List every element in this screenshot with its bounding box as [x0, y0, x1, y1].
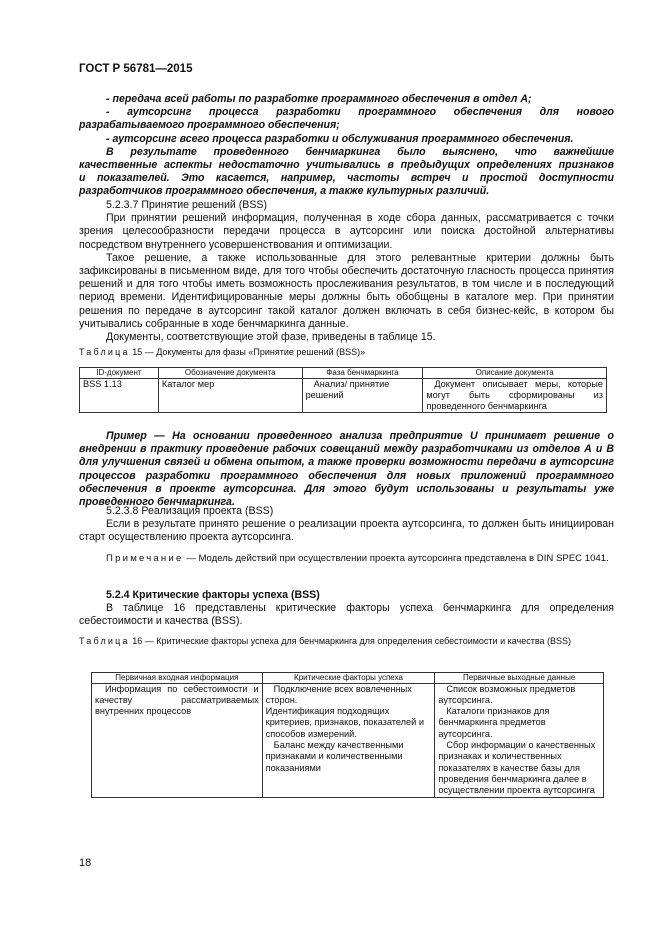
paragraph: При принятии решений информация, полученная в ходе сбора данных, рассматривается с точки зрения целесообразности передачи процесса в аутсорсинг или поиска достойной альтернативы посредством внутреннего усовершенствования и оптимизации. — [79, 212, 614, 251]
section-5238 — [79, 505, 614, 545]
output-item: Список возможных предметов аутсорсинга. — [438, 683, 576, 705]
result-line-d: разработчиков программного обеспечения, а также культурных различий. — [79, 185, 490, 198]
caption-word: Таблица — [79, 347, 130, 357]
caption-text: 16 — Критические факторы успеха для бенчмаркинга для определения себестоимости и качества (BSS) — [129, 636, 572, 646]
option-line-2b: разрабатываемого программного обеспечения; — [79, 119, 340, 132]
cell-name: Каталог мер — [158, 378, 302, 413]
section-heading: 5.2.3.7 Принятие решений (BSS) — [106, 199, 268, 211]
table-row — [92, 683, 604, 797]
cell-outputs — [435, 683, 604, 797]
factor-item: Идентификация подходящих критериев, признаков, показателей и способов измерений. — [265, 706, 424, 739]
note-text — [79, 553, 614, 565]
example-block — [79, 430, 614, 509]
caption-text: 15 — Документы для фазы «Принятие решений (BSS)» — [129, 347, 366, 357]
option-line-1: - передача всей работы по разработке программного обеспечения в отдел А; — [106, 93, 532, 105]
note-word: Примечание — [106, 553, 184, 564]
cell-factors — [262, 683, 435, 797]
paragraph: В таблице 16 представлены критические факторы успеха бенчмаркинга для определения себестоимости и качества (BSS). — [79, 602, 614, 628]
output-item: Каталоги признаков для бенчмаркинга предметов аутсорсинга. — [438, 706, 550, 739]
caption-word: Таблица — [79, 636, 130, 646]
header-cell: Фаза бенчмаркинга — [302, 368, 423, 379]
section-heading: 5.2.4 Критические факторы успеха (BSS) — [106, 589, 320, 601]
section-5237 — [79, 199, 614, 344]
header-cell: Первичная входная информация — [92, 673, 263, 684]
header-cell: Первичные выходные данные — [435, 673, 604, 684]
page-number: 18 — [79, 857, 92, 869]
result-line-a: В результате проведенного бенчмаркинга было выяснено, что важнейшие — [106, 145, 614, 158]
factor-item: Баланс между качественными признаками и количественными показаниями — [265, 740, 404, 773]
header-cell: Критические факторы успеха — [262, 673, 435, 684]
paragraph: Если в результате принято решение о реализации проекта аутсорсинга, то должен быть инициирован старт осуществлению проекта аутсорсинга. — [79, 518, 614, 544]
cell-id: BSS 1.13 — [80, 378, 159, 413]
cell-input: Информация по себестоимости и качеству рассматриваемых внутренних процессов — [92, 683, 263, 797]
option-line-2a: - аутсорсинг процесса разработки программного обеспечения для нового — [106, 106, 614, 119]
option-line-3: - аутсорсинг всего процесса разработки и обслуживания программного обеспечения. — [106, 132, 574, 145]
output-item: Сбор информации о качественных признаках и количественных показателях в качестве базы для проведения бенчмаркинга далее в осуществлении проекта аутсорсинга — [438, 740, 596, 796]
header-cell: ID-документ — [80, 368, 159, 379]
section-524 — [79, 589, 614, 629]
table-row — [80, 378, 607, 413]
note-block — [79, 553, 614, 565]
result-line-c: и показателей. Это касается, например, частоты встреч и простой доступности — [79, 172, 614, 185]
table-header-row — [92, 673, 604, 684]
note-rest: — Модель действий при осуществлении проекта аутсорсинга представлена в DIN SPEC 1041. — [183, 553, 609, 564]
table-16 — [91, 672, 604, 798]
paragraph: Такое решение, а также использованные для этого релевантные критерии должны быть зафиксированы в письменном виде, для того чтобы обеспечить достаточную гласность процесса принятия решений и для того чтобы иметь возможность прослеживания результатов, в том числе и в последующий период времени. Идентифицированные меры должны быть обобщены в каталоге мер. При принятии решения по передаче в аутсорсинг такой каталог должен включать в себя бизнес-кейс, в котором бы учитывались собранные в ходе бенчмаркинга данные. — [79, 251, 614, 330]
section-heading: 5.2.3.8 Реализация проекта (BSS) — [106, 505, 274, 517]
cell-phase: Анализ/ принятие решений — [302, 378, 423, 413]
table-header-row — [80, 368, 607, 379]
example-text: Пример — На основании проведенного анализа предприятие U принимает решение о внедрении в практику проведение рабочих совещаний между разработчиками из отделов А и В для улучшения связей и обмена опытом, а также проверки возможности передачи в аутсорсинг процессов разработки программного обеспечения для новых приложений программного обеспечения в проекте аутсорсинга. Для этого будут использованы и результаты уже проведенного бенчмаркинга. — [79, 430, 614, 509]
result-line-b: качественные аспекты недостаточно учитывались в предыдущих определениях признаков — [79, 159, 614, 172]
header-cell: Описание документа — [423, 368, 607, 379]
factor-item: Подключение всех вовлеченных сторон. — [265, 683, 412, 705]
table15-caption — [79, 347, 614, 359]
outsourcing-options-block — [79, 93, 614, 199]
document-code: ГОСТ Р 56781—2015 — [79, 63, 193, 75]
cell-desc: Документ описывает меры, которые могут быть сформированы из проведенного бенчмаркинга — [423, 378, 607, 413]
paragraph: Документы, соответствующие этой фазе, приведены в таблице 15. — [106, 331, 436, 344]
header-cell: Обозначение документа — [158, 368, 302, 379]
table16-caption — [79, 636, 614, 648]
table-15 — [79, 367, 607, 413]
